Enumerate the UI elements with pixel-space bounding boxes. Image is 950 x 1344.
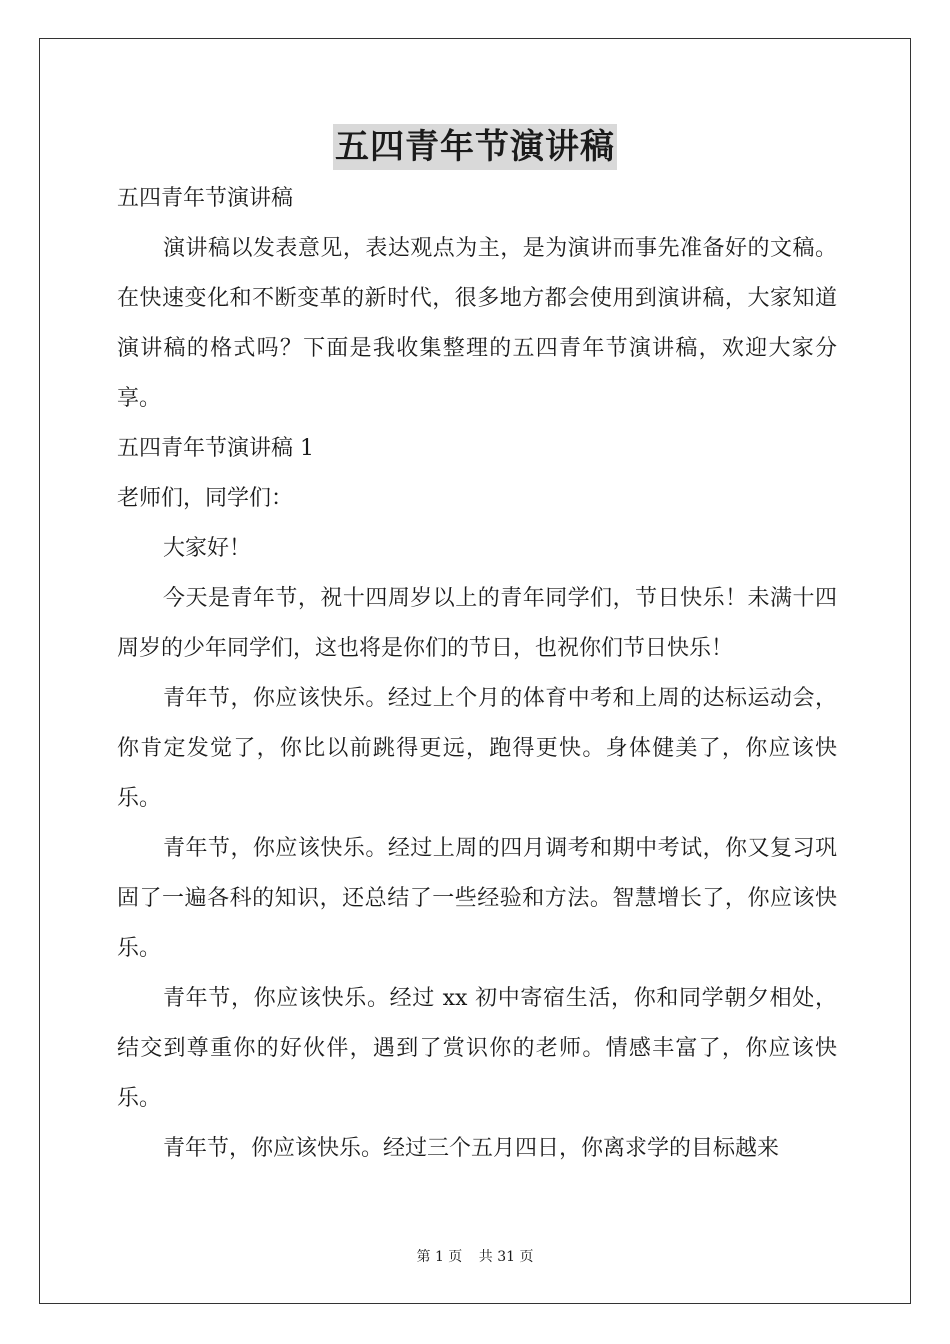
document-body	[117, 174, 837, 1174]
paragraph: 五四青年节演讲稿	[117, 186, 294, 211]
paragraph: 大家好！	[163, 536, 252, 561]
paragraph: 青年节，你应该快乐。经过上周的四月调考和期中考试，你又复习巩固了一遍各科的知识，还总结了一些经验和方法。智慧增长了，你应该快乐。	[117, 836, 837, 961]
paragraph: 老师们，同学们：	[117, 486, 294, 511]
paragraph: 青年节，你应该快乐。经过三个五月四日，你离求学的目标越来	[163, 1136, 780, 1161]
title-container	[0, 124, 950, 170]
document-title: 五四青年节演讲稿	[333, 124, 617, 170]
paragraph: 青年节，你应该快乐。经过上个月的体育中考和上周的达标运动会，你肯定发觉了，你比以前跳得更远，跑得更快。身体健美了，你应该快乐。	[117, 686, 837, 811]
page-number: 第 1 页	[416, 1249, 463, 1265]
page-footer	[0, 1246, 950, 1266]
paragraph: 青年节，你应该快乐。经过 xx 初中寄宿生活，你和同学朝夕相处，结交到尊重你的好伙伴，遇到了赏识你的老师。情感丰富了，你应该快乐。	[117, 986, 837, 1111]
paragraph: 五四青年节演讲稿 1	[117, 436, 314, 461]
total-pages: 共 31 页	[478, 1249, 534, 1265]
paragraph: 演讲稿以发表意见，表达观点为主，是为演讲而事先准备好的文稿。在快速变化和不断变革的新时代，很多地方都会使用到演讲稿，大家知道演讲稿的格式吗？下面是我收集整理的五四青年节演讲稿，欢迎大家分享。	[117, 236, 837, 411]
paragraph: 今天是青年节，祝十四周岁以上的青年同学们，节日快乐！未满十四周岁的少年同学们，这也将是你们的节日，也祝你们节日快乐！	[117, 586, 837, 661]
